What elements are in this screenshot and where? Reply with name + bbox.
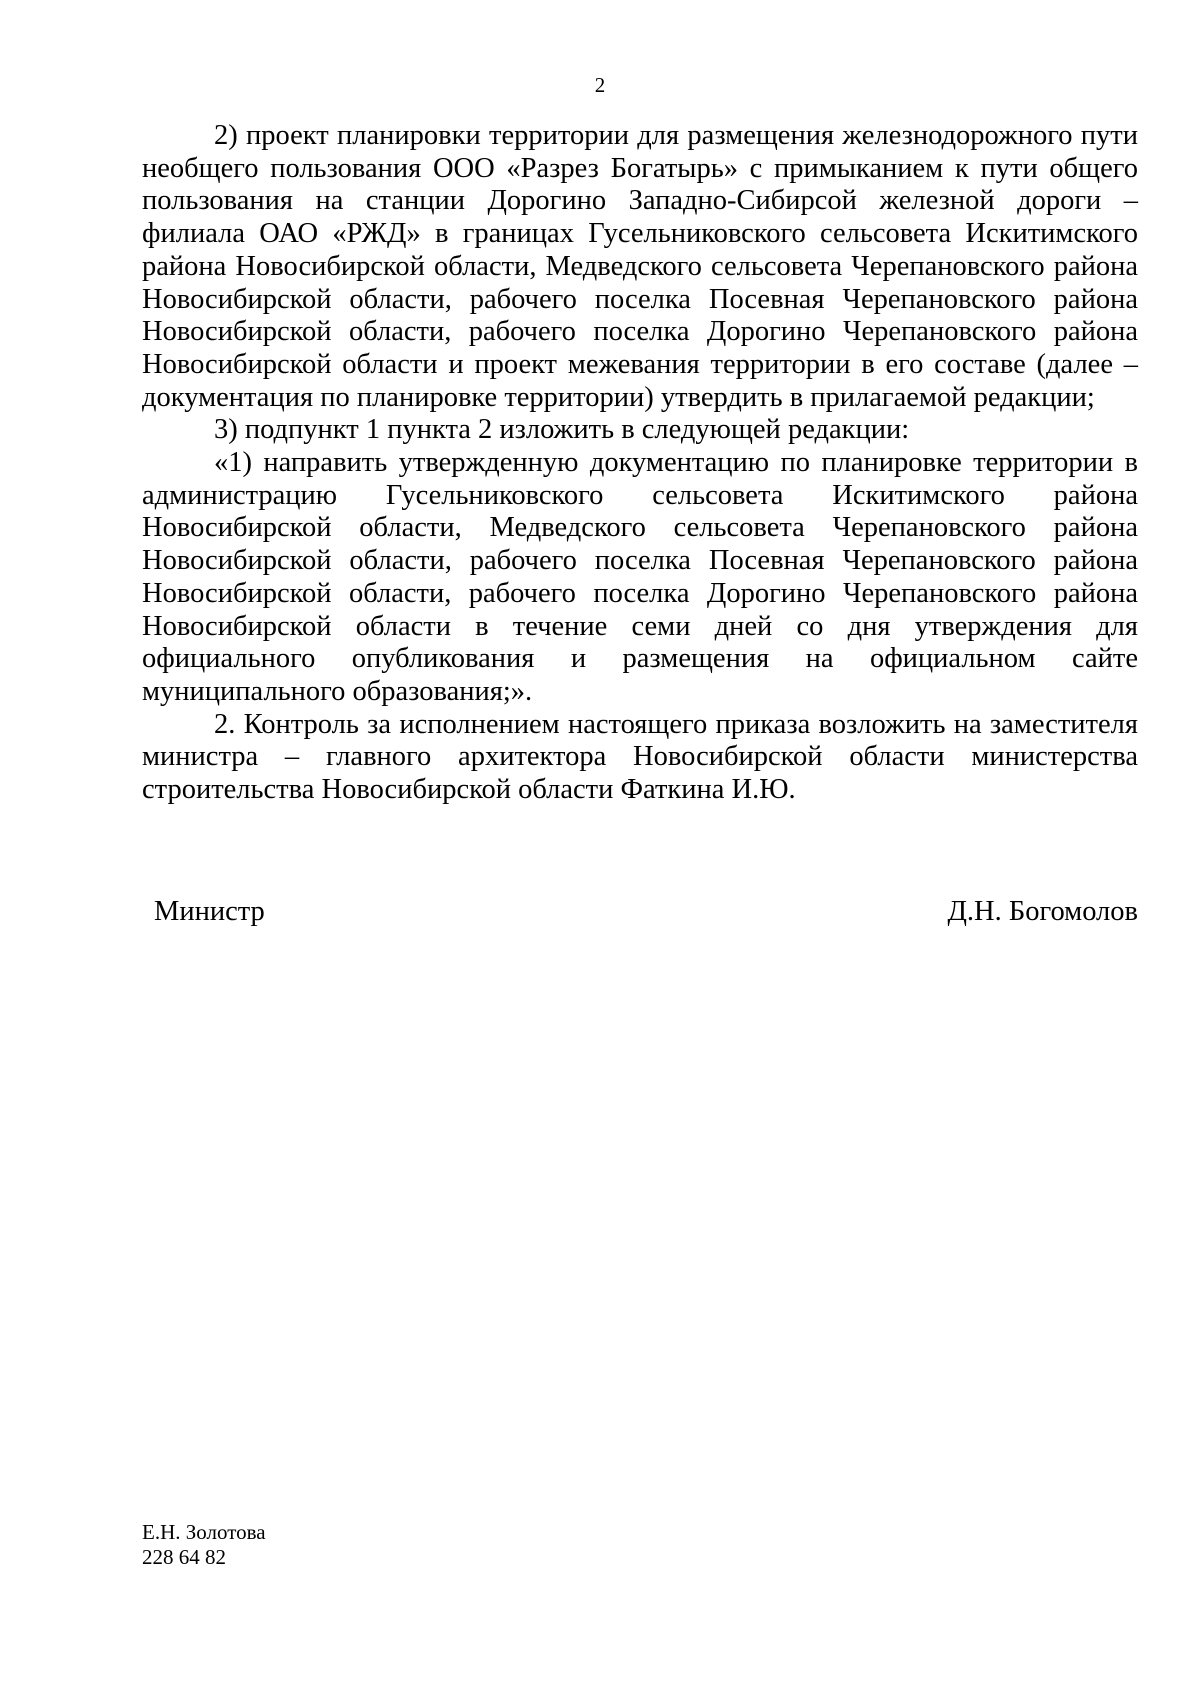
paragraph-item-3: 3) подпункт 1 пункта 2 изложить в следующей редакции: [214, 414, 910, 446]
paragraph-item-2: 2) проект планировки территории для размещения железнодорожного пути необщего пользования ООО «Разрез Богатырь» с примыканием к пути общего пользования на станции Дорогино Западно-Сибирсой железной дороги – филиала ОАО «РЖД» в границах Гусельниковского сельсовета Искитимского района Новосибирской области, Медведского сельсовета Черепановского района Новосибирской области, рабочего поселка Посевная Черепановского района Новосибирской области, рабочего поселка Дорогино Черепановского района Новосибирской области и проект межевания территории в его составе (далее – документация по планировке территории) утвердить в прилагаемой редакции; [142, 120, 1138, 413]
executor-phone: 228 64 82 [142, 1545, 226, 1569]
executor-block [142, 1520, 266, 1570]
paragraph-point-2: 2. Контроль за исполнением настоящего приказа возложить на заместителя министра – главного архитектора Новосибирской области министерства строительства Новосибирской области Фаткина И.Ю. [142, 708, 1138, 806]
executor-name: Е.Н. Золотова [142, 1520, 266, 1544]
signatory-name: Д.Н. Богомолов [947, 896, 1138, 927]
document-body [142, 120, 1138, 807]
signatory-title: Министр [154, 896, 265, 927]
page-number: 2 [594, 73, 606, 97]
paragraph-new-subitem-1: «1) направить утвержденную документацию по планировке территории в администрацию Гусельниковского сельсовета Искитимского района Новосибирской области, Медведского сельсовета Черепановского района Новосибирской области, рабочего поселка Посевная Черепановского района Новосибирской области, рабочего поселка Дорогино Черепановского района Новосибирской области в течение семи дней со дня утверждения для официального опубликования и размещения на официальном сайте муниципального образования;». [142, 447, 1138, 707]
